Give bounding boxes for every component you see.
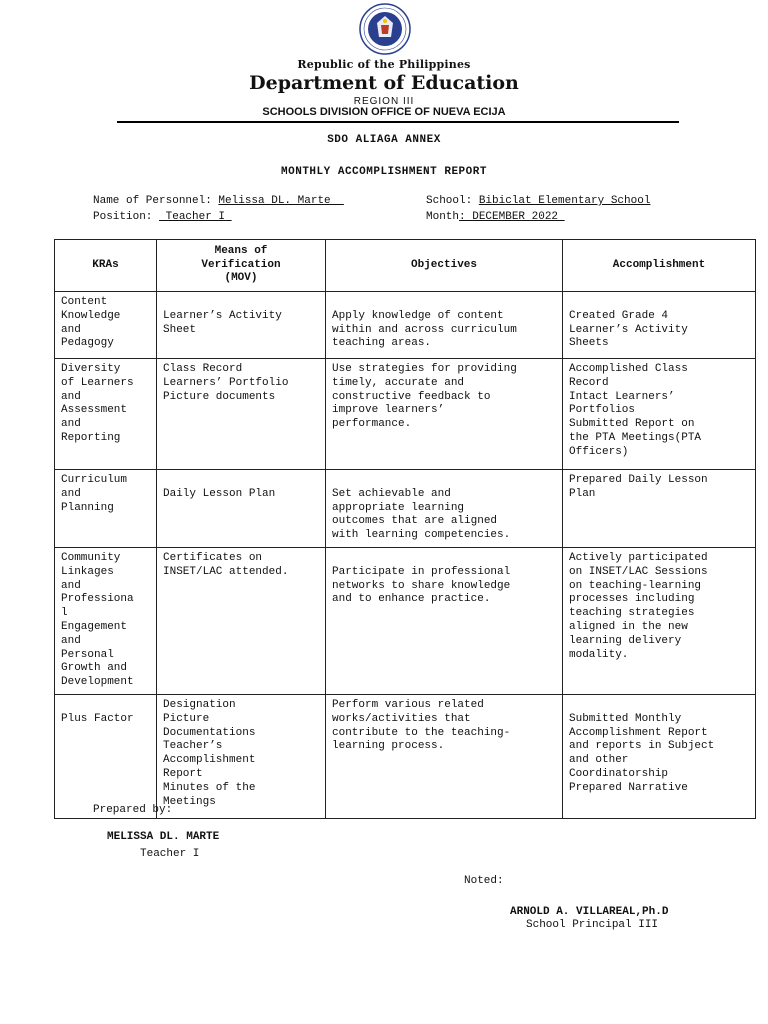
personnel-name-line: [93, 195, 344, 207]
noted-by-title: School Principal III: [526, 919, 659, 931]
school-value: Bibiclat Elementary School: [478, 195, 651, 207]
table-row: [55, 292, 756, 359]
region-heading: REGION III: [353, 96, 415, 107]
table-cell: Participate in professional networks to share knowledge and to enhance practice.: [326, 547, 563, 694]
table-cell: Designation Picture Documentations Teacher’s Accomplishment Report Minutes of the Meetings: [157, 694, 326, 818]
accomplishment-table: [54, 239, 756, 819]
division-heading: SCHOOLS DIVISION OFFICE OF NUEVA ECIJA: [262, 106, 506, 118]
header-divider: [117, 121, 679, 123]
prepared-by-title: Teacher I: [140, 848, 200, 860]
name-label: Name of Personnel:: [93, 195, 219, 207]
table-cell: Use strategies for providing timely, accurate and constructive feedback to improve learners’ performance.: [326, 359, 563, 470]
table-cell: Content Knowledge and Pedagogy: [55, 292, 157, 359]
name-value: Melissa DL. Marte: [218, 195, 344, 207]
deped-seal-logo: [359, 3, 411, 55]
header-kras: KRAs: [55, 240, 157, 292]
table-header-row: [55, 240, 756, 292]
position-value: Teacher I: [159, 211, 232, 223]
prepared-by-label: Prepared by:: [93, 804, 173, 816]
noted-by-name: ARNOLD A. VILLAREAL,Ph.D: [510, 906, 669, 918]
office-name: SDO ALIAGA ANNEX: [327, 134, 441, 146]
month-value: : DECEMBER 2022: [459, 211, 565, 223]
table-cell: Actively participated on INSET/LAC Sessions on teaching-learning processes including teaching strategies aligned in the new learning delivery modality.: [563, 547, 756, 694]
header-accomplishment: Accomplishment: [563, 240, 756, 292]
table-cell: Prepared Daily Lesson Plan: [563, 470, 756, 548]
table-row: [55, 359, 756, 470]
header-mov: Means of Verification (MOV): [157, 240, 326, 292]
republic-heading: Republic of the Philippines: [297, 58, 471, 71]
table-row: [55, 470, 756, 548]
table-cell: Class Record Learners’ Portfolio Picture documents: [157, 359, 326, 470]
noted-label: Noted:: [464, 875, 504, 887]
header-objectives: Objectives: [326, 240, 563, 292]
table-cell: Submitted Monthly Accomplishment Report and reports in Subject and other Coordinatorship Prepared Narrative: [563, 694, 756, 818]
school-line: [426, 195, 650, 207]
month-label: Month: [426, 211, 460, 223]
table-row: [55, 694, 756, 818]
table-row: [55, 547, 756, 694]
department-heading: Department of Education: [249, 72, 519, 94]
table-cell: Accomplished Class Record Intact Learners’ Portfolios Submitted Report on the PTA Meetings(PTA Officers): [563, 359, 756, 470]
report-title: MONTHLY ACCOMPLISHMENT REPORT: [281, 166, 487, 178]
table-cell: Certificates on INSET/LAC attended.: [157, 547, 326, 694]
table-cell: Learner’s Activity Sheet: [157, 292, 326, 359]
table-cell: Set achievable and appropriate learning outcomes that are aligned with learning competencies.: [326, 470, 563, 548]
month-line: [426, 211, 565, 223]
table-cell: Perform various related works/activities that contribute to the teaching- learning process.: [326, 694, 563, 818]
table-cell: Daily Lesson Plan: [157, 470, 326, 548]
table-cell: Apply knowledge of content within and across curriculum teaching areas.: [326, 292, 563, 359]
table-cell: Created Grade 4 Learner’s Activity Sheets: [563, 292, 756, 359]
school-label: School:: [426, 195, 479, 207]
table-cell: Diversity of Learners and Assessment and Reporting: [55, 359, 157, 470]
table-cell: Community Linkages and Professiona l Engagement and Personal Growth and Development: [55, 547, 157, 694]
table-cell: Plus Factor: [55, 694, 157, 818]
table-cell: Curriculum and Planning: [55, 470, 157, 548]
position-label: Position:: [93, 211, 160, 223]
position-line: [93, 211, 232, 223]
prepared-by-name: MELISSA DL. MARTE: [107, 831, 220, 843]
